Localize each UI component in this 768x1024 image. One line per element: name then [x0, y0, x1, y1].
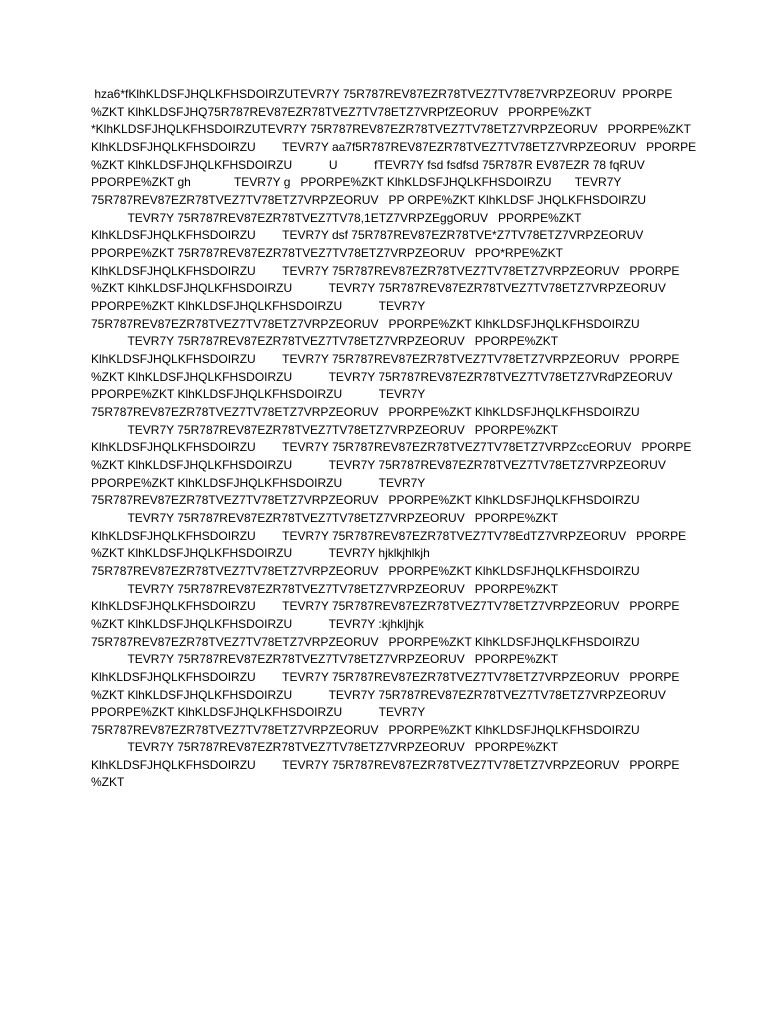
- document-line: %ZKT KlhKLDSFJHQLKFHSDOIRZU TEVR7Y :kjhkljhjk: [91, 617, 424, 631]
- document-line: TEVR7Y 75R787REV87EZR78TVEZ7TV78,1ETZ7VRPZEggORUV PPORPE%ZKT: [91, 211, 582, 225]
- document-line: KlhKLDSFJHQLKFHSDOIRZU TEVR7Y 75R787REV87EZR78TVEZ7TV78ETZ7VRPZEORUV PPORPE: [91, 264, 680, 278]
- document-line: PPORPE%ZKT 75R787REV87EZR78TVEZ7TV78ETZ7VRPZEORUV PPO*RPE%ZKT: [91, 246, 563, 260]
- document-line: KlhKLDSFJHQLKFHSDOIRZU TEVR7Y 75R787REV87EZR78TVEZ7TV78ETZ7VRPZEORUV PPORPE: [91, 599, 680, 613]
- document-line: 75R787REV87EZR78TVEZ7TV78ETZ7VRPZEORUV PPORPE%ZKT KlhKLDSFJHQLKFHSDOIRZU: [91, 564, 640, 578]
- document-line: PPORPE%ZKT KlhKLDSFJHQLKFHSDOIRZU TEVR7Y: [91, 299, 426, 313]
- document-line: TEVR7Y 75R787REV87EZR78TVEZ7TV78ETZ7VRPZEORUV PPORPE%ZKT: [91, 582, 559, 596]
- document-line: TEVR7Y 75R787REV87EZR78TVEZ7TV78ETZ7VRPZEORUV PPORPE%ZKT: [91, 511, 559, 525]
- document-line: %ZKT KlhKLDSFJHQLKFHSDOIRZU TEVR7Y hjklkjhlkjh: [91, 546, 430, 560]
- document-line: KlhKLDSFJHQLKFHSDOIRZU TEVR7Y aa7f5R787REV87EZR78TVEZ7TV78ETZ7VRPZEORUV PPORPE: [91, 140, 697, 154]
- document-line: %ZKT KlhKLDSFJHQLKFHSDOIRZU TEVR7Y 75R787REV87EZR78TVEZ7TV78ETZ7VRPZEORUV: [91, 688, 666, 702]
- document-line: KlhKLDSFJHQLKFHSDOIRZU TEVR7Y 75R787REV87EZR78TVEZ7TV78ETZ7VRPZccEORUV PPORPE: [91, 440, 692, 454]
- document-line: %ZKT KlhKLDSFJHQLKFHSDOIRZU TEVR7Y 75R787REV87EZR78TVEZ7TV78ETZ7VRPZEORUV: [91, 458, 666, 472]
- document-line: %ZKT KlhKLDSFJHQ75R787REV87EZR78TVEZ7TV78ETZ7VRPfZEORUV PPORPE%ZKT: [91, 105, 592, 119]
- document-line: *KlhKLDSFJHQLKFHSDOIRZUTEVR7Y 75R787REV87EZR78TVEZ7TV78ETZ7VRPZEORUV PPORPE%ZKT: [91, 122, 691, 136]
- document-line: %ZKT KlhKLDSFJHQLKFHSDOIRZU TEVR7Y 75R787REV87EZR78TVEZ7TV78ETZ7VRPZEORUV: [91, 281, 666, 295]
- document-line: %ZKT KlhKLDSFJHQLKFHSDOIRZU U fTEVR7Y fsd fsdfsd 75R787R EV87EZR 78 fqRUV: [91, 158, 645, 172]
- document-line: PPORPE%ZKT KlhKLDSFJHQLKFHSDOIRZU TEVR7Y: [91, 705, 426, 719]
- document-line: KlhKLDSFJHQLKFHSDOIRZU TEVR7Y 75R787REV87EZR78TVEZ7TV78EdTZ7VRPZEORUV PPORPE: [91, 529, 687, 543]
- document-line: KlhKLDSFJHQLKFHSDOIRZU TEVR7Y 75R787REV87EZR78TVEZ7TV78ETZ7VRPZEORUV PPORPE: [91, 352, 680, 366]
- document-line: KlhKLDSFJHQLKFHSDOIRZU TEVR7Y 75R787REV87EZR78TVEZ7TV78ETZ7VRPZEORUV PPORPE: [91, 670, 680, 684]
- document-line: TEVR7Y 75R787REV87EZR78TVEZ7TV78ETZ7VRPZEORUV PPORPE%ZKT: [91, 652, 559, 666]
- document-line: 75R787REV87EZR78TVEZ7TV78ETZ7VRPZEORUV PPORPE%ZKT KlhKLDSFJHQLKFHSDOIRZU: [91, 405, 640, 419]
- document-line: TEVR7Y 75R787REV87EZR78TVEZ7TV78ETZ7VRPZEORUV PPORPE%ZKT: [91, 740, 559, 754]
- document-line: 75R787REV87EZR78TVEZ7TV78ETZ7VRPZEORUV PPORPE%ZKT KlhKLDSFJHQLKFHSDOIRZU: [91, 317, 640, 331]
- document-line: PPORPE%ZKT KlhKLDSFJHQLKFHSDOIRZU TEVR7Y: [91, 476, 426, 490]
- document-line: hza6*fKlhKLDSFJHQLKFHSDOIRZUTEVR7Y 75R787REV87EZR78TVEZ7TV78E7VRPZEORUV PPORPE: [91, 87, 673, 101]
- document-line: 75R787REV87EZR78TVEZ7TV78ETZ7VRPZEORUV PPORPE%ZKT KlhKLDSFJHQLKFHSDOIRZU: [91, 493, 640, 507]
- document-line: PPORPE%ZKT gh TEVR7Y g PPORPE%ZKT KlhKLDSFJHQLKFHSDOIRZU TEVR7Y: [91, 175, 622, 189]
- document-line: 75R787REV87EZR78TVEZ7TV78ETZ7VRPZEORUV PPORPE%ZKT KlhKLDSFJHQLKFHSDOIRZU: [91, 723, 640, 737]
- document-line: KlhKLDSFJHQLKFHSDOIRZU TEVR7Y dsf 75R787REV87EZR78TVE*Z7TV78ETZ7VRPZEORUV: [91, 228, 644, 242]
- document-line: TEVR7Y 75R787REV87EZR78TVEZ7TV78ETZ7VRPZEORUV PPORPE%ZKT: [91, 423, 559, 437]
- document-line: TEVR7Y 75R787REV87EZR78TVEZ7TV78ETZ7VRPZEORUV PPORPE%ZKT: [91, 334, 559, 348]
- document-line: KlhKLDSFJHQLKFHSDOIRZU TEVR7Y 75R787REV87EZR78TVEZ7TV78ETZ7VRPZEORUV PPORPE: [91, 758, 680, 772]
- document-line: %ZKT: [91, 775, 125, 789]
- document-line: 75R787REV87EZR78TVEZ7TV78ETZ7VRPZEORUV PPORPE%ZKT KlhKLDSFJHQLKFHSDOIRZU: [91, 635, 640, 649]
- document-line: 75R787REV87EZR78TVEZ7TV78ETZ7VRPZEORUV PP ORPE%ZKT KlhKLDSF JHQLKFHSDOIRZU: [91, 193, 647, 207]
- document-line: %ZKT KlhKLDSFJHQLKFHSDOIRZU TEVR7Y 75R787REV87EZR78TVEZ7TV78ETZ7VRdPZEORUV: [91, 370, 673, 384]
- document-line: PPORPE%ZKT KlhKLDSFJHQLKFHSDOIRZU TEVR7Y: [91, 387, 426, 401]
